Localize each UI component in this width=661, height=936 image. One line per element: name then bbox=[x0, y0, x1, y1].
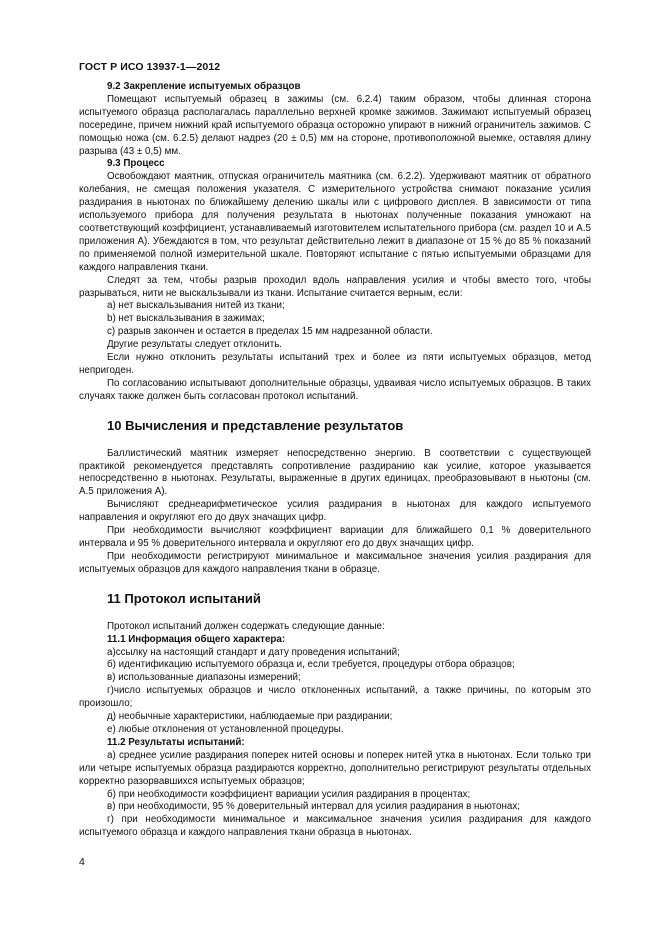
document-body bbox=[79, 81, 591, 840]
list-item: b) нет выскальзывания в зажимах; bbox=[107, 313, 265, 325]
list-item: г) при необходимости минимальное и максимальное значения усилия раздирания для каждого испытуемого образца и каждого направления ткани образца в ньютонах. bbox=[79, 814, 591, 839]
section-9-3-paragraph-2: Следят за тем, чтобы разрыв проходил вдоль направления усилия и чтобы вместо того, чтобы разрываться, нити не выскальзывали из ткани. Испытание считается верным, если: bbox=[79, 274, 591, 299]
section-9-2-paragraph: Помещают испытуемый образец в зажимы (см. 6.2.4) таким образом, чтобы длинная сторона испытуемого образца располагалась параллельно верхней кромке зажимов. Зажимают испытуемый образец посередине, причем нижний край испытуемого образца осторожно упирают в нижний ограничитель зажимов. С помощью ножа (см. 6.2.5) делают надрез (20 ± 0,5) мм на стороне, противоположной выемке, оставляя длину разрыва (43 ± 0,5) мм. bbox=[79, 93, 591, 157]
section-9-3-paragraph-1: Освобождают маятник, отпуская ограничитель маятника (см. 6.2.2). Удерживают маятник от обратного колебания, не смещая положения указателя. С измерительного устройства снимают показание усилия раздирания в ньютонах по ближайшему делению шкалы или с цифрового дисплея. В зависимости от типа используемого прибора для получения результата в ньютонах полученные показания умножают на соответствующий коэффициент, устанавливаемый изготовителем испытательного прибора (см. раздел 10 и А.5 приложения А). Убеждаются в том, что результат действительно лежит в диапазоне от 15 % до 85 % показаний по применяемой полной измерительной шкале. Повторяют испытание с пятью испытуемыми образцами для каждого направления ткани. bbox=[79, 171, 591, 273]
list-item: г)число испытуемых образцов и число отклоненных испытаний, а также причины, по которым это произошло; bbox=[79, 685, 591, 710]
list-item: а) среднее усилие раздирания поперек нитей основы и поперек нитей утка в ньютонах. Если только три или четыре испытуемых образца раздираются корректно, дополнительно регистрируют результаты отдельных корректно разорвавшихся испытуемых образцов; bbox=[79, 749, 591, 787]
section-10-paragraph-4: При необходимости регистрируют минимальное и максимальное значения усилия раздирания для испытуемых образцов для каждого направления ткани в образце. bbox=[79, 550, 591, 575]
list-item: в) при необходимости, 95 % доверительный интервал для усилия раздирания в ньютонах; bbox=[107, 801, 520, 813]
list-item: а)ссылку на настоящий стандарт и дату проведения испытаний; bbox=[107, 646, 400, 658]
section-9-3-paragraph-3: Другие результаты следует отклонить. bbox=[107, 339, 283, 351]
list-item: е) любые отклонения от установленной процедуры. bbox=[107, 723, 344, 735]
list-item: с) разрыв закончен и остается в пределах 15 мм надрезанной области. bbox=[107, 326, 433, 338]
page-number: 4 bbox=[79, 856, 85, 868]
section-10-paragraph-1: Баллистический маятник измеряет непосредственно энергию. В соответствии с существующей практикой рекомендуется представлять сопротивление раздиранию как усилие, которое указывается непосредственно в ньютонах. Результаты, выраженные в других единицах, преобразовывают в ньютоны (см. А.5 приложения А). bbox=[79, 447, 591, 498]
section-11-2-heading: 11.2 Результаты испытаний: bbox=[107, 736, 245, 748]
section-11-1-heading: 11.1 Информация общего характера: bbox=[107, 633, 286, 645]
section-9-3-paragraph-4: Если нужно отклонить результаты испытаний трех и более из пяти испытуемых образцов, метод непригоден. bbox=[79, 352, 591, 376]
list-item: в) использованные диапазоны измерений; bbox=[107, 672, 301, 684]
section-9-2-heading: 9.2 Закрепление испытуемых образцов bbox=[107, 81, 301, 92]
section-11-paragraph: Протокол испытаний должен содержать следующие данные: bbox=[107, 620, 385, 632]
document-header: ГОСТ Р ИСО 13937-1—2012 bbox=[79, 61, 221, 73]
list-item: а) нет выскальзывания нитей из ткани; bbox=[107, 300, 285, 312]
section-10-paragraph-3: При необходимости вычисляют коэффициент вариации для ближайшего 0,1 % доверительного интервала и 95 % доверительного интервала и округляют его до двух значащих цифр. bbox=[79, 525, 591, 549]
section-10-heading: 10 Вычисления и представление результатов bbox=[107, 417, 404, 433]
section-11-heading: 11 Протокол испытаний bbox=[107, 590, 261, 606]
list-item: б) при необходимости коэффициент вариации усилия раздирания в процентах; bbox=[107, 788, 471, 800]
section-9-3-paragraph-5: По согласованию испытывают дополнительные образцы, удваивая число испытуемых образцов. В таких случаях также должен быть согласован протокол испытаний. bbox=[79, 377, 591, 402]
section-9-3-heading: 9.3 Процесс bbox=[107, 158, 165, 170]
section-10-paragraph-2: Вычисляют среднеарифметическое усилия раздирания в ньютонах для каждого испытуемого направления и округляют его до двух значащих цифр. bbox=[79, 499, 591, 524]
list-item: б) идентификацию испытуемого образца и, если требуется, процедуры отбора образцов; bbox=[107, 659, 515, 671]
list-item: д) необычные характеристики, наблюдаемые при раздирании; bbox=[107, 711, 393, 723]
